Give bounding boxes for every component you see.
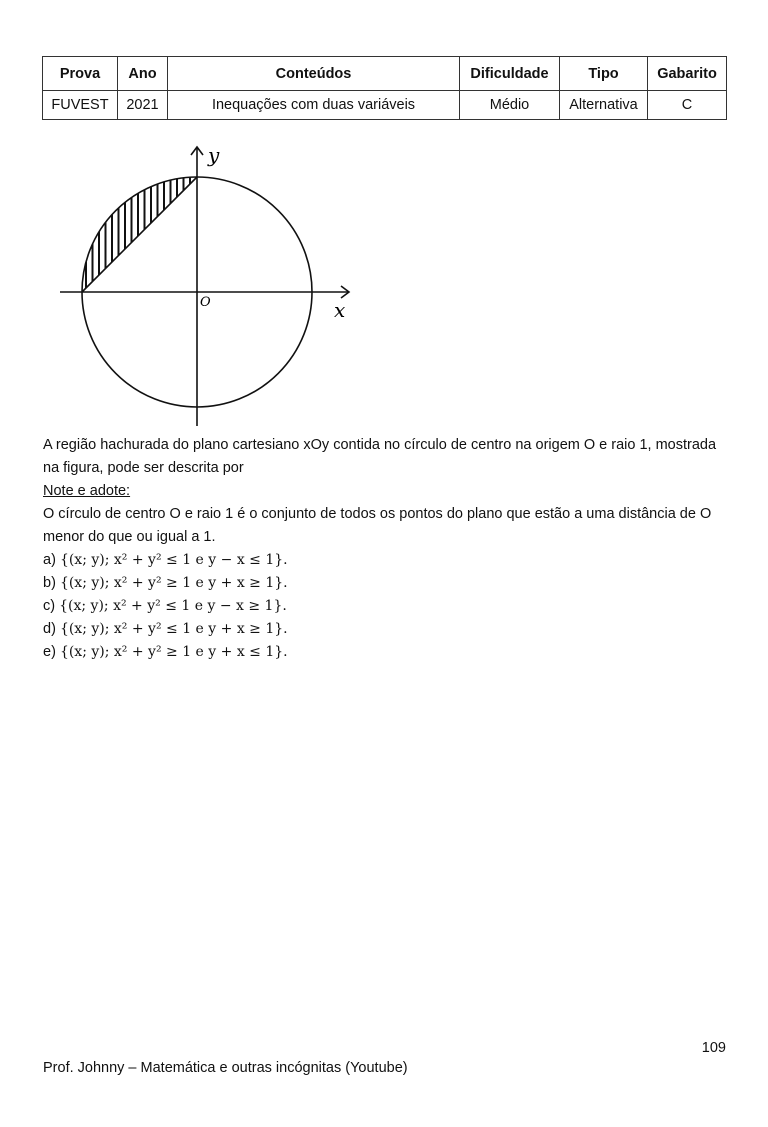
option-math: {(x; y); x² + y² ≥ 1 e y + x ≥ 1}. <box>59 575 288 591</box>
option-e <box>43 641 727 664</box>
header-dificuldade: Dificuldade <box>460 57 560 91</box>
option-letter: d) <box>43 621 56 637</box>
option-d <box>43 618 727 641</box>
footer-credit: Prof. Johnny – Matemática e outras incógnitas (Youtube) <box>43 1060 408 1076</box>
note-title: Note e adote: <box>43 483 131 499</box>
option-math: {(x; y); x² + y² ≤ 1 e y − x ≥ 1}. <box>59 598 287 614</box>
note-text: O círculo de centro O e raio 1 é o conjunto de todos os pontos do plano que estão a uma distância de O menor do que ou igual a 1. <box>43 506 712 545</box>
x-axis-label: x <box>334 298 346 322</box>
circle-figure <box>50 140 360 430</box>
cell-dificuldade: Médio <box>460 91 560 120</box>
question-statement: A região hachurada do plano cartesiano xOy contida no círculo de centro na origem O e raio 1, mostrada na figura, pode ser descrita por <box>43 437 717 476</box>
question-body <box>43 434 727 664</box>
option-letter: c) <box>43 598 56 614</box>
header-prova: Prova <box>43 57 118 91</box>
page-number: 109 <box>701 1040 726 1056</box>
option-math: {(x; y); x² + y² ≤ 1 e y − x ≤ 1}. <box>59 552 288 568</box>
cell-prova: FUVEST <box>43 91 118 120</box>
header-ano: Ano <box>118 57 168 91</box>
header-conteudos: Conteúdos <box>168 57 460 91</box>
option-math: {(x; y); x² + y² ≥ 1 e y + x ≤ 1}. <box>59 644 288 660</box>
option-b <box>43 572 727 595</box>
header-gabarito: Gabarito <box>648 57 727 91</box>
cell-gabarito: C <box>648 91 727 120</box>
y-axis-label: y <box>208 143 220 167</box>
table-header-row <box>43 57 727 91</box>
question-info-table <box>42 56 727 120</box>
header-tipo: Tipo <box>560 57 648 91</box>
origin-label: O <box>200 295 211 310</box>
cell-tipo: Alternativa <box>560 91 648 120</box>
option-letter: b) <box>43 575 56 591</box>
option-a <box>43 549 727 572</box>
option-letter: e) <box>43 644 56 660</box>
cell-ano: 2021 <box>118 91 168 120</box>
option-math: {(x; y); x² + y² ≤ 1 e y + x ≥ 1}. <box>59 621 288 637</box>
option-letter: a) <box>43 552 56 568</box>
option-c <box>43 595 727 618</box>
table-row <box>43 91 727 120</box>
cell-conteudos: Inequações com duas variáveis <box>168 91 460 120</box>
